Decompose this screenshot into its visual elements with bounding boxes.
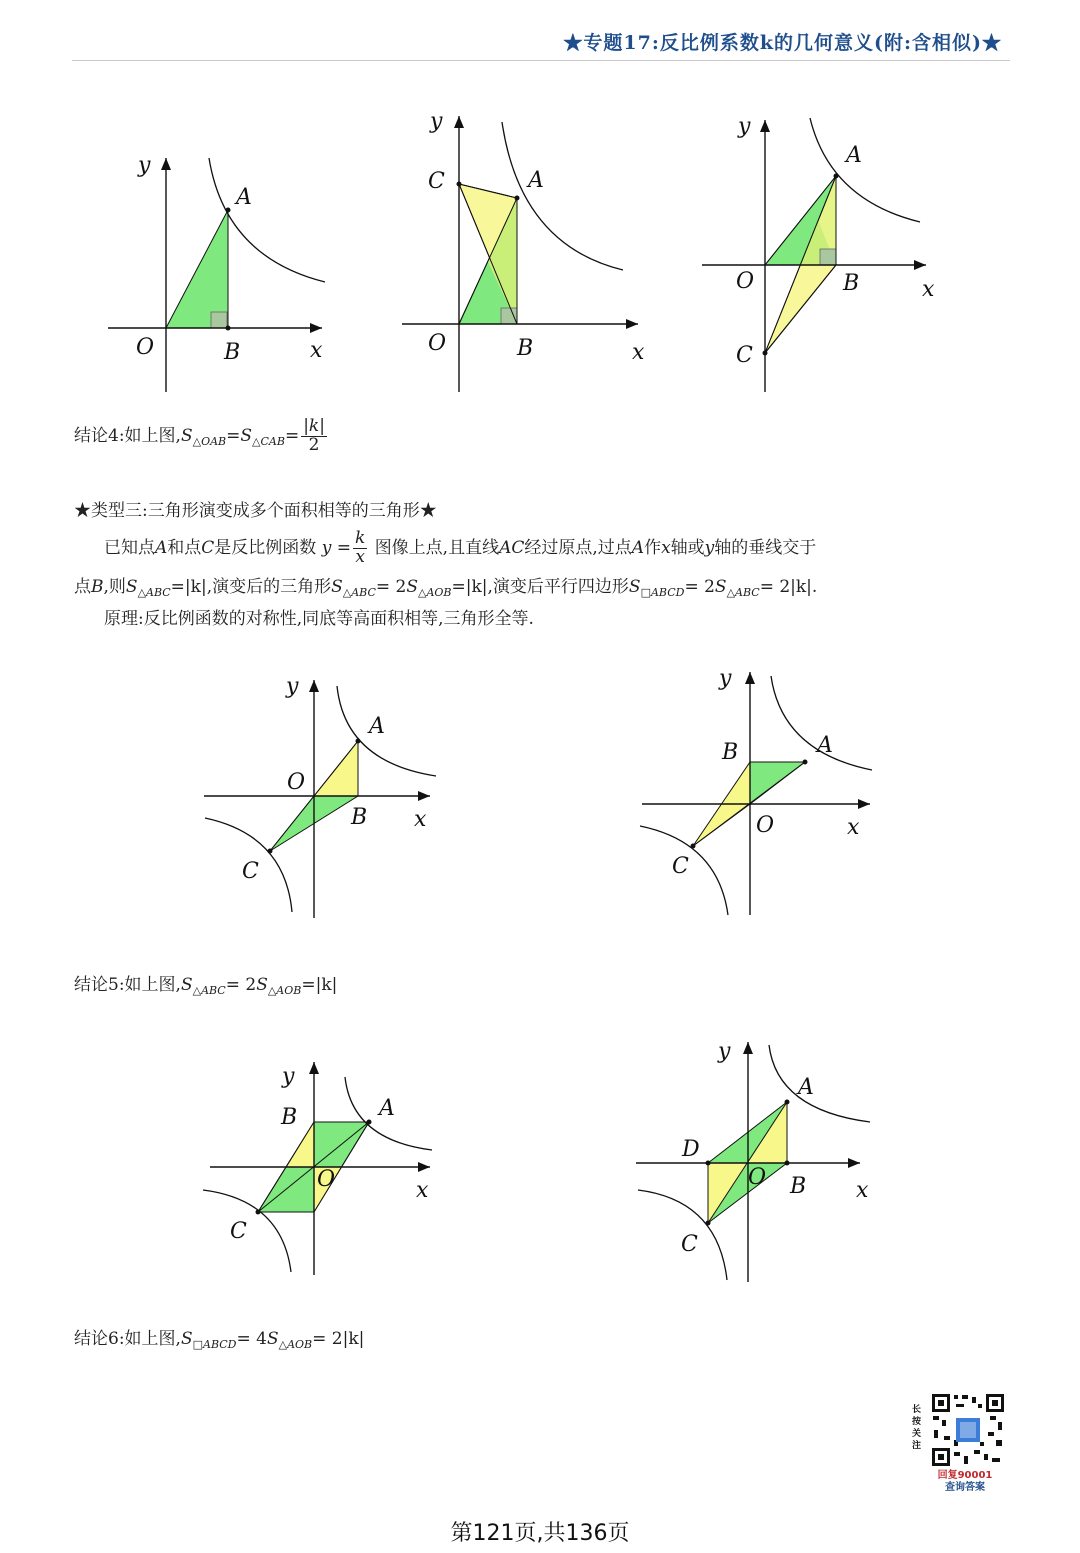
label-b: B — [351, 805, 368, 830]
label-c: C — [672, 854, 689, 879]
label-x: x — [922, 277, 935, 302]
qr-side-text: 长按关注 — [912, 1405, 922, 1451]
conclusion-4-prefix: 结论4:如上图, — [74, 425, 181, 446]
conclusion-5-prefix: 结论5:如上图, — [74, 975, 181, 995]
right-angle-mark — [501, 308, 517, 324]
figure-4 — [200, 670, 445, 925]
type3-paragraph-2: 点B,则$S_{\triangle ABC}=|k|$,演变后的三角形$S_{\triangle ABC}= 2S_{\triangle AOB}=|k|$,演变后平行四边形$S_{□ABCD}= 2S_{\triangle ABC}= 2|k|$. — [74, 577, 818, 599]
figure-1 — [100, 145, 340, 405]
figure-5 — [636, 665, 881, 925]
label-y: y — [738, 114, 751, 139]
label-y: y — [138, 153, 151, 178]
label-b: B — [517, 336, 534, 361]
right-angle-mark — [820, 249, 836, 265]
label-o: O — [736, 269, 755, 294]
label-y: y — [286, 674, 299, 699]
page-number: 第121页,共136页 — [450, 1521, 630, 1546]
label-c: C — [242, 859, 259, 884]
label-b: B — [722, 740, 739, 765]
label-c: C — [428, 169, 445, 194]
label-c: C — [230, 1219, 247, 1244]
label-y: y — [718, 1039, 731, 1064]
figure-2 — [396, 108, 648, 398]
right-angle-mark — [211, 312, 227, 328]
qr-caption-line-1: 回复90001 — [937, 1470, 993, 1481]
label-b: B — [843, 271, 860, 296]
label-a: A — [798, 1075, 814, 1100]
conclusion-4: 结论4:如上图$,S_{\triangle OAB}=S_{\triangle CAB}=$ $\frac{|k|}{2}$ — [74, 416, 325, 455]
label-a: A — [369, 714, 385, 739]
header-divider — [72, 60, 1010, 61]
label-o: O — [136, 335, 155, 360]
label-c: C — [736, 343, 753, 368]
label-x: x — [416, 1178, 429, 1203]
type3-paragraph-1: 已知点A和点C是反比例函数 y = $\frac{k}{x}$ 图像上点,且直线AC经过原点,过点A作x轴或y轴的垂线交于 — [104, 528, 817, 567]
figure-6 — [200, 1055, 445, 1285]
label-y: y — [282, 1064, 295, 1089]
conclusion-6: 结论6:如上图$,S_{□ABCD}= 4S_{\triangle AOB}= 2|k|$ — [74, 1329, 365, 1351]
label-x: x — [847, 815, 860, 840]
label-a: A — [528, 168, 544, 193]
qr-caption-line-2: 查询答案 — [945, 1482, 985, 1493]
label-o: O — [317, 1167, 336, 1192]
label-a: A — [817, 733, 833, 758]
label-x: x — [310, 338, 323, 363]
label-x: x — [856, 1178, 869, 1203]
label-y: y — [430, 109, 443, 134]
header-title: ★专题17:反比例系数k的几何意义(附:含相似)★ — [563, 32, 1002, 54]
type3-heading: ★类型三:三角形演变成多个面积相等的三角形★ — [74, 501, 437, 521]
triangle-oab — [166, 210, 228, 328]
label-o: O — [287, 770, 306, 795]
qr-caption — [922, 1470, 1008, 1494]
figure-7 — [630, 1035, 880, 1290]
label-x: x — [632, 340, 645, 365]
label-b: B — [790, 1174, 807, 1199]
label-b: B — [281, 1105, 298, 1130]
conclusion-6-prefix: 结论6:如上图, — [74, 1329, 181, 1349]
qr-code-icon — [930, 1392, 1006, 1468]
label-c: C — [681, 1232, 698, 1257]
label-b: B — [224, 340, 241, 365]
label-a: A — [236, 185, 252, 210]
label-o: O — [756, 813, 775, 838]
label-a: A — [846, 143, 862, 168]
label-a: A — [379, 1096, 395, 1121]
fraction: $\frac{|k|}{2}$ — [303, 416, 325, 455]
conclusion-5: 结论5:如上图$,S_{\triangle ABC}= 2S_{\triangle AOB}=|k|$ — [74, 975, 338, 997]
label-o: O — [748, 1165, 767, 1190]
label-d: D — [682, 1137, 700, 1162]
type3-paragraph-3: 原理:反比例函数的对称性,同底等高面积相等,三角形全等. — [104, 609, 534, 629]
label-y: y — [719, 666, 732, 691]
hyperbola — [502, 122, 623, 270]
figure-3 — [695, 110, 945, 400]
label-x: x — [414, 807, 427, 832]
label-o: O — [428, 331, 447, 356]
